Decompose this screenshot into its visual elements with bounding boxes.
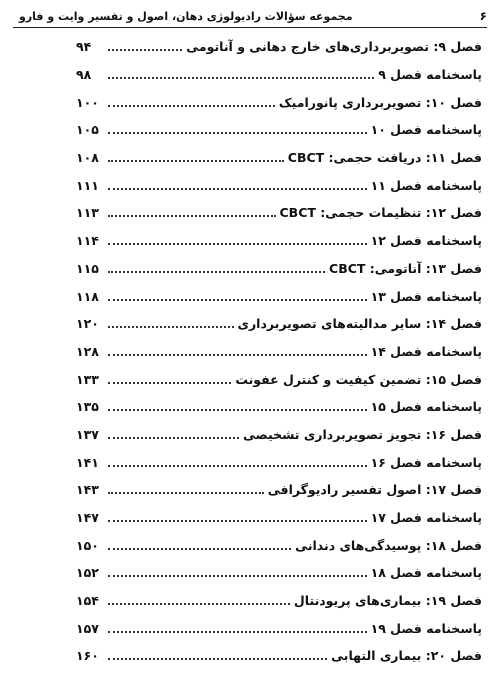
toc-entry-label: فصل ۱۶: تجویز تصویربرداری تشخیصی [243, 426, 482, 442]
toc-entry-label: پاسخنامه فصل ۱۴ [370, 343, 482, 359]
dot-leader [108, 270, 325, 273]
toc-entry-page-number: ۱۱۵ [76, 260, 99, 276]
toc-entry-label: پاسخنامه فصل ۱۹ [370, 620, 482, 636]
toc-entry-label: فصل ۱۴: سایر مدالیته‌های تصویربرداری [237, 316, 482, 332]
dot-leader [108, 381, 231, 384]
dot-leader [108, 491, 264, 494]
toc-entry [76, 559, 482, 587]
toc-entry-label: پاسخنامه فصل ۱۶ [370, 454, 482, 470]
toc-entry-page-number: ۱۰۸ [76, 150, 99, 166]
dot-leader [108, 242, 367, 245]
toc-entry [76, 310, 482, 338]
toc-entry-label: فصل ۱۱: دریافت حجمی: CBCT [287, 150, 482, 166]
toc-entry-page-number: ۱۰۵ [76, 122, 99, 138]
toc-entry-page-number: ۱۰۰ [76, 94, 99, 110]
dot-leader [108, 187, 367, 190]
toc-entry-page-number: ۱۴۱ [76, 454, 99, 470]
toc-entry-label: پاسخنامه فصل ۱۲ [370, 233, 482, 249]
toc-entry-label: فصل ۱۷: اصول تفسیر رادیوگرافی [267, 482, 482, 498]
toc-entry [76, 171, 482, 199]
toc-entry-page-number: ۱۵۴ [76, 593, 99, 609]
toc-entry [76, 61, 482, 89]
toc-entry [76, 116, 482, 144]
toc-entry [76, 587, 482, 615]
page-number: ۶ [479, 9, 487, 23]
toc-entry-label: فصل ۱۲: تنظیمات حجمی: CBCT [279, 205, 482, 221]
toc-entry-page-number: ۱۱۴ [76, 233, 99, 249]
toc-entry-page-number: ۱۵۰ [76, 537, 99, 553]
dot-leader [108, 325, 234, 328]
toc-entry [76, 365, 482, 393]
dot-leader [108, 159, 284, 162]
toc-entry-page-number: ۱۲۰ [76, 316, 99, 332]
toc-entry-page-number: ۱۴۷ [76, 510, 99, 526]
toc-entry [76, 531, 482, 559]
toc-entry-label: فصل ۱۹: بیماری‌های پریودنتال [293, 593, 482, 609]
toc-entry-page-number: ۱۵۷ [76, 620, 99, 636]
dot-leader [108, 574, 367, 577]
toc-entry-page-number: ۱۴۳ [76, 482, 99, 498]
toc-entry-page-number: ۱۳۷ [76, 426, 99, 442]
dot-leader [108, 547, 291, 550]
toc-entry-page-number: ۱۱۱ [76, 177, 99, 193]
toc-entry-label: فصل ۱۰: تصویربرداری پانورامیک [278, 94, 482, 110]
toc-entry [76, 504, 482, 532]
toc-entry-page-number: ۱۲۸ [76, 343, 99, 359]
toc-entry-label: فصل ۱۳: آناتومی: CBCT [329, 260, 482, 276]
toc-entry-label: پاسخنامه فصل ۱۵ [370, 399, 482, 415]
dot-leader [108, 48, 182, 51]
toc-entry [76, 476, 482, 504]
toc-entry [76, 227, 482, 255]
toc-entry-label: پاسخنامه فصل ۱۷ [370, 510, 482, 526]
toc-entry-page-number: ۹۴ [76, 39, 92, 55]
dot-leader [108, 131, 367, 134]
dot-leader [108, 298, 367, 301]
toc-entry-label: پاسخنامه فصل ۱۳ [370, 288, 482, 304]
toc-entry-page-number: ۹۸ [76, 67, 92, 83]
dot-leader [108, 657, 327, 660]
dot-leader [108, 602, 290, 605]
toc-entry [76, 642, 482, 670]
toc-entry [76, 255, 482, 283]
toc-entry [76, 393, 482, 421]
dot-leader [108, 436, 239, 439]
toc-entry [76, 88, 482, 116]
toc-entry [76, 282, 482, 310]
toc-entry-page-number: ۱۵۲ [76, 565, 99, 581]
dot-leader [108, 76, 374, 79]
toc-entry-label: فصل ۲۰: بیماری التهابی [331, 648, 482, 664]
toc-entry [76, 144, 482, 172]
toc-entry [76, 614, 482, 642]
page-header [13, 5, 487, 28]
toc-entry [76, 448, 482, 476]
dot-leader [108, 408, 367, 411]
toc-entry-label: پاسخنامه فصل ۱۱ [370, 177, 482, 193]
toc-entry [76, 421, 482, 449]
toc-entry-label: پاسخنامه فصل ۱۰ [370, 122, 482, 138]
toc-entry-label: فصل ۹: تصویربرداری‌های خارج دهانی و آناتومی [186, 39, 482, 55]
dot-leader [108, 214, 276, 217]
toc-entry [76, 33, 482, 61]
toc-entry-label: پاسخنامه فصل ۹ [378, 67, 482, 83]
dot-leader [108, 630, 367, 633]
toc-entry-page-number: ۱۱۸ [76, 288, 99, 304]
dot-leader [108, 353, 367, 356]
table-of-contents [76, 33, 482, 670]
toc-entry [76, 338, 482, 366]
toc-entry-page-number: ۱۶۰ [76, 648, 99, 664]
dot-leader [108, 104, 275, 107]
toc-entry-label: فصل ۱۵: تضمین کیفیت و کنترل عفونت [235, 371, 482, 387]
toc-entry-page-number: ۱۳۵ [76, 399, 99, 415]
toc-entry-label: فصل ۱۸: پوسیدگی‌های دندانی [295, 537, 482, 553]
toc-entry-label: پاسخنامه فصل ۱۸ [370, 565, 482, 581]
dot-leader [108, 464, 367, 467]
toc-entry-page-number: ۱۱۳ [76, 205, 99, 221]
dot-leader [108, 519, 367, 522]
toc-entry-page-number: ۱۳۳ [76, 371, 99, 387]
book-title: مجموعه سؤالات رادیولوژی دهان، اصول و تفسیر وایت و فارو [19, 9, 353, 23]
toc-entry [76, 199, 482, 227]
